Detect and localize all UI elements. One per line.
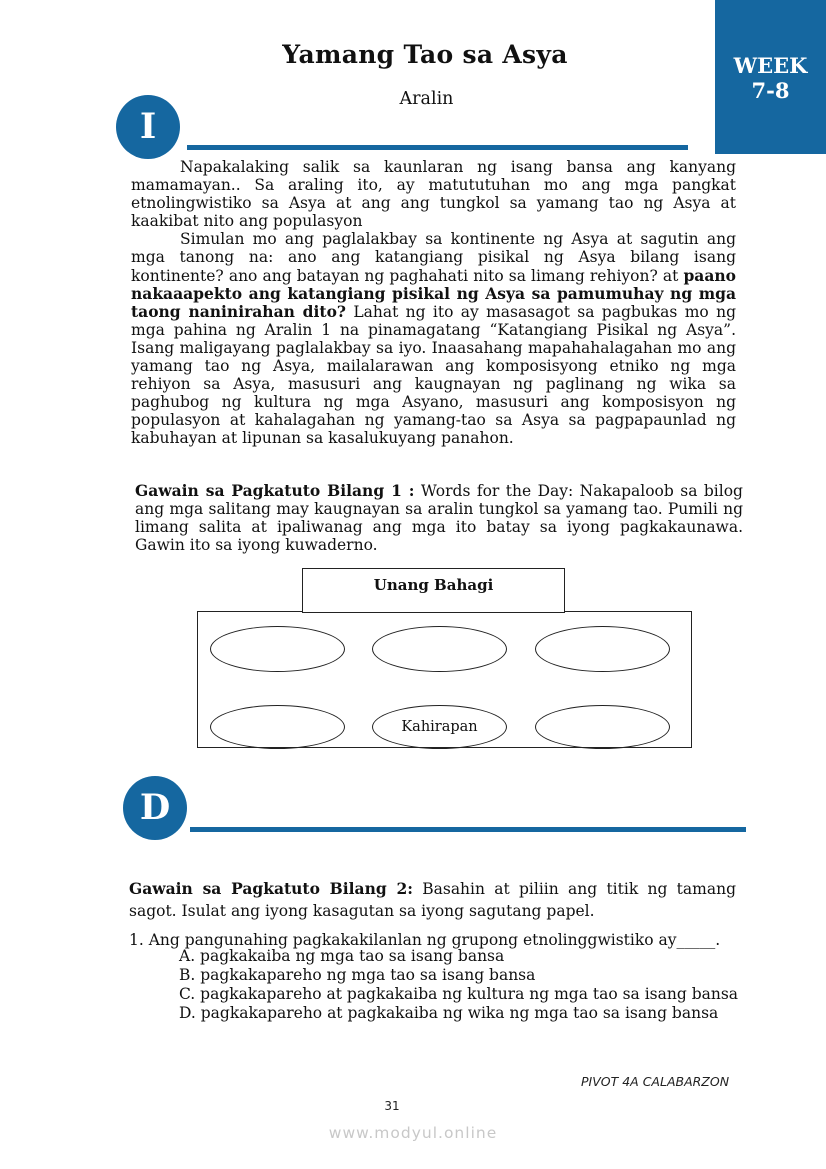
activity-2-label: Gawain sa Pagkatuto Bilang 2: [129, 879, 413, 898]
instructions-text-b: Lahat ng ito ay masasagot sa pagbukas mo ng mga pahina ng Aralin 1 na pinamagatang “Katangiang Pisikal ng Asya”. Isang maligayang paglalakbay sa iyo. Inaasahang mapahahalagahan mo ang yamang tao ng Asya, mailalarawan ang komposisyong etniko ng mga rehiyon sa Asya, masusuri ang kaugnayan ng paglinang ng wika sa paghubog ng kultura ng mga Asyano, masusuri ang komposisyon ng populasyon at kahalagahan ng yamang-tao sa Asya sa pagpapaunlad ng kabuhayan at lipunan sa kasalukuyang panahon. [131, 302, 736, 448]
section-i-badge: I [116, 95, 180, 159]
section-i-rule [187, 145, 688, 150]
footer-org: PIVOT 4A CALABARZON [581, 1074, 730, 1089]
activity-1-text: Words for the Day: Nakapaloob sa bilog ang mga salitang may kaugnayan sa aralin tungkol sa yamang tao. Pumili ng limang salita at ipaliwanag ang mga ito batay sa iyong pagkakaunawa. Gawin ito sa iyong kuwaderno. [135, 482, 743, 555]
choice-d: D. pagkakapareho at pagkakaiba ng wika ng mga tao sa isang bansa [179, 1004, 719, 1022]
word-oval [210, 626, 345, 672]
section-d-rule [190, 827, 746, 832]
word-oval [535, 626, 670, 672]
word-oval [535, 705, 670, 749]
week-label: WEEK [733, 53, 808, 78]
page-subtitle: Aralin [399, 89, 454, 109]
question-1: 1. Ang pangunahing pagkakakilanlan ng grupong etnolinggwistiko ay_____. [129, 931, 721, 949]
choice-a: A. pagkakaiba ng mga tao sa isang bansa [179, 947, 505, 965]
instructions-bold-question: paano nakaaapekto ang katangiang pisikal ng Asya sa pamumuhay ng mga taong naninirahan dito? [131, 265, 736, 321]
week-number: 7-8 [751, 78, 790, 103]
activity-1-instructions [135, 482, 743, 554]
activity-1-label: Gawain sa Pagkatuto Bilang 1 : [135, 481, 415, 500]
word-oval [210, 705, 345, 749]
instructions-paragraph [131, 230, 736, 447]
intro-paragraph: Napakalaking salik sa kaunlaran ng isang bansa ang kanyang mamamayan.. Sa araling ito, ay matututuhan mo ang mga pangkat etnolingwistiko sa Asya at ang ang tungkol sa yamang tao ng Asya at kaakibat nito ang populasyon [131, 158, 736, 231]
instructions-text-a: Simulan mo ang paglalakbay sa kontinente ng Asya at sagutin ang mga tanong na: ano ang katangiang pisikal ng Asya bilang isang kontinente? ano ang batayan ng paghahati nito sa limang rehiyon? at [131, 230, 736, 285]
choice-b: B. pagkakapareho ng mga tao sa isang bansa [179, 966, 536, 984]
word-oval [372, 626, 507, 672]
choice-list [179, 947, 749, 1023]
choice-c: C. pagkakapareho at pagkakaiba ng kultura ng mga tao sa isang bansa [179, 985, 739, 1003]
box-title: Unang Bahagi [302, 568, 565, 613]
activity-2-instructions [129, 878, 736, 922]
activity-2-text: Basahin at piliin ang titik ng tamang sagot. Isulat ang iyong kasagutan sa iyong sagutang papel. [129, 880, 736, 920]
watermark: www.modyul.online [328, 1124, 498, 1142]
word-oval-kahirapan: Kahirapan [372, 705, 507, 749]
section-d-badge: D [123, 776, 187, 840]
page-title: Yamang Tao sa Asya [282, 40, 568, 69]
section-i-body [131, 158, 736, 448]
page-number: 31 [384, 1099, 400, 1113]
week-badge [715, 0, 826, 154]
